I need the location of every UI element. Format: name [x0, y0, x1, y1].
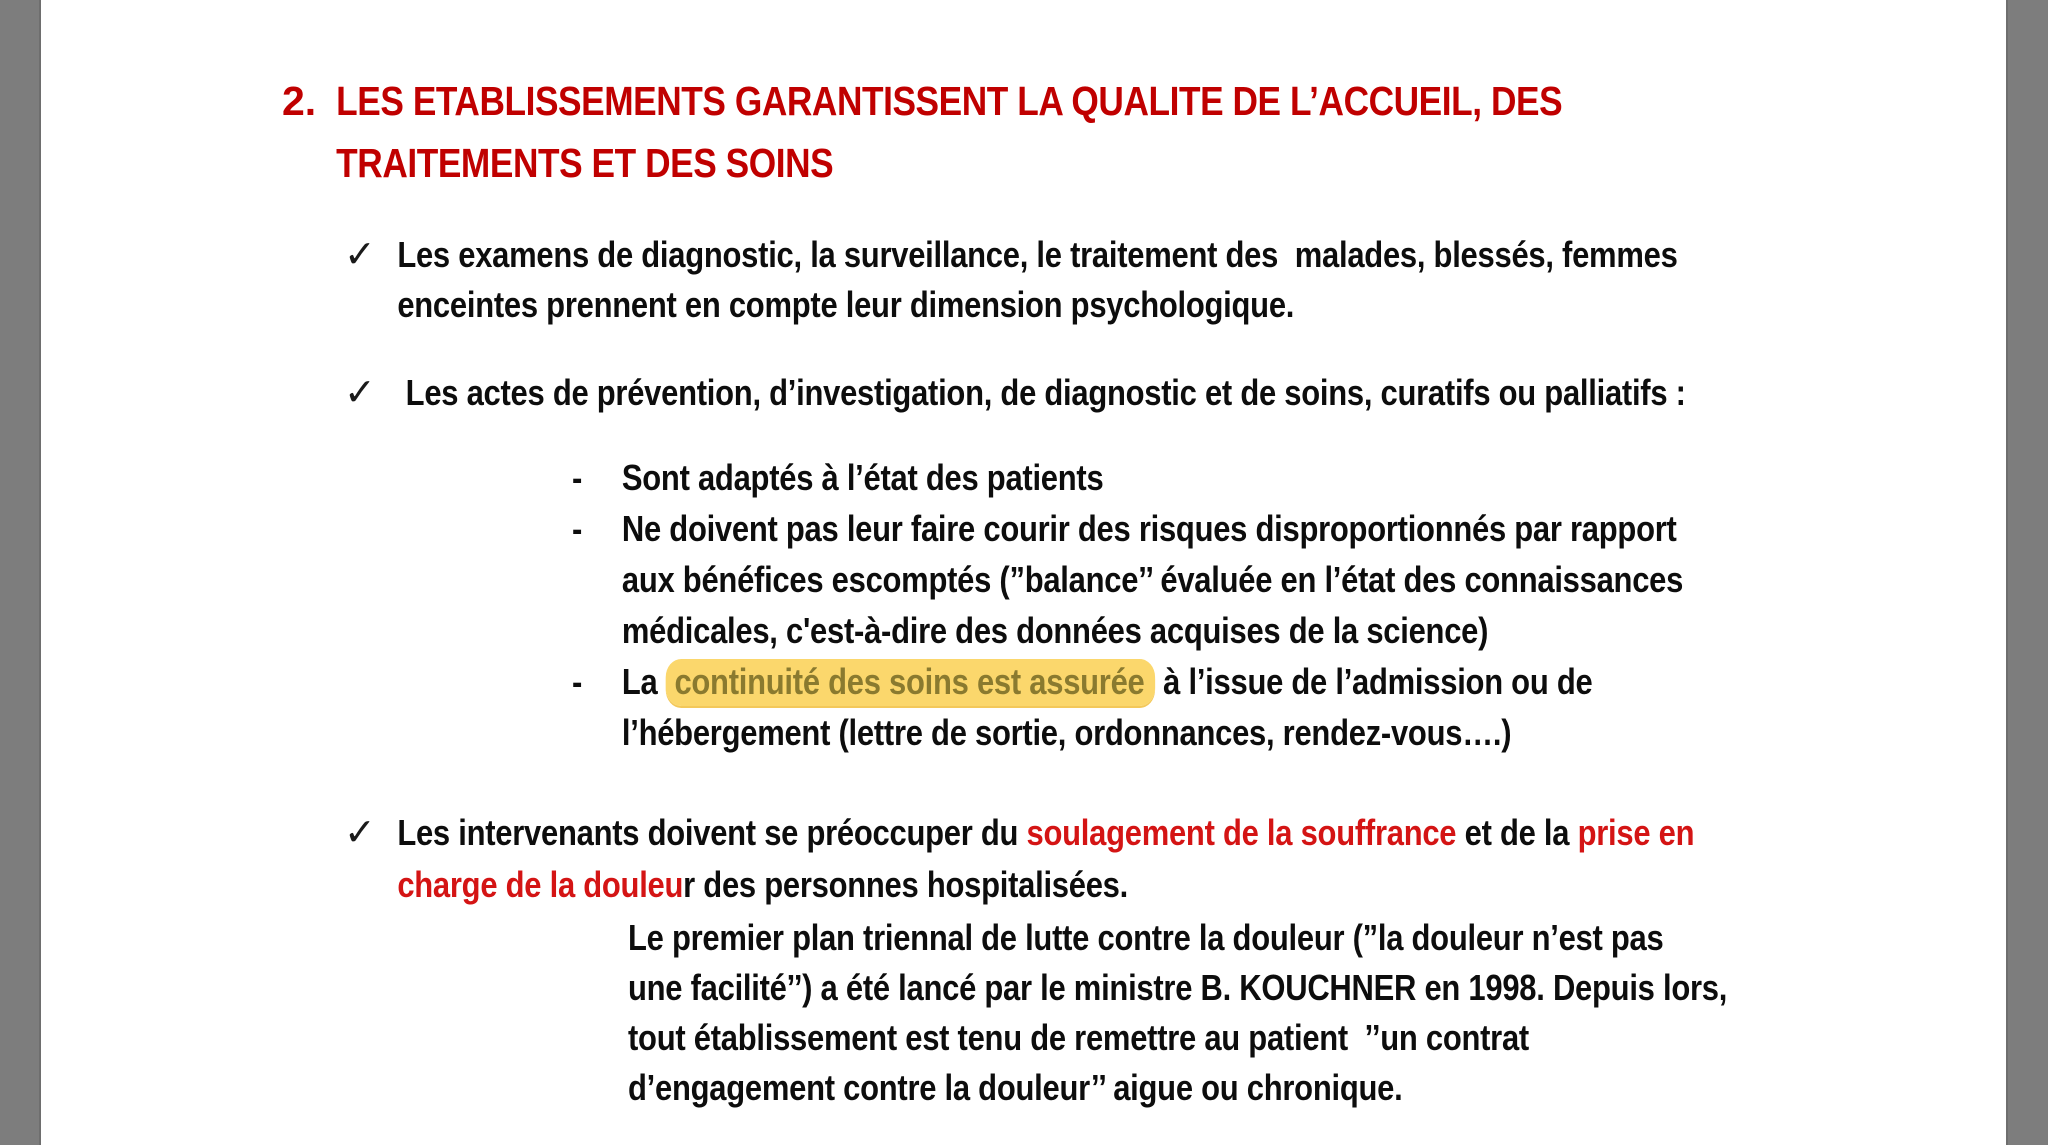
intervenants-text-2: et de la: [1456, 812, 1578, 853]
viewer-right-border: [2006, 0, 2048, 1145]
bullet-intervenants-line-2: [344, 859, 1694, 911]
heading-line-2: TRAITEMENTS ET DES SOINS: [336, 140, 834, 186]
sub-bullet-group: [572, 452, 1864, 758]
paragraph-line-2: une facilité’’) a été lancé par le ministre B. KOUCHNER en 1998. Depuis lors,: [628, 967, 1728, 1008]
highlighted-text: continuité des soins est assurée: [666, 659, 1155, 706]
bullet-examens: [344, 230, 1895, 330]
sub-bullet-adaptes: [572, 452, 1683, 503]
section-heading: [282, 70, 1771, 194]
paragraph-line-3: tout établissement est tenu de remettre au patient ’’un contrat: [628, 1017, 1529, 1058]
bullet-intervenants: [344, 807, 1914, 911]
bullet-intervenants-line-1: [344, 807, 1694, 859]
paragraph-line-4: d’engagement contre la douleur’’ aigue ou chronique.: [628, 1067, 1403, 1108]
bullet-actes: [344, 368, 1904, 418]
checkmark-icon: ✓: [344, 234, 376, 276]
bullet-examens-line-1: Les examens de diagnostic, la surveillance, le traitement des malades, blessés, femmes: [397, 234, 1678, 275]
red-text-soulagement: soulagement de la souffrance: [1026, 812, 1457, 853]
viewer-left-border: [0, 0, 41, 1145]
bullet-actes-line-1: Les actes de prévention, d’investigation, de diagnostic et de soins, curatifs ou palliatifs :: [397, 372, 1686, 413]
intervenants-text-1: Les intervenants doivent se préoccuper du: [397, 812, 1027, 853]
plan-douleur-paragraph: [628, 913, 1906, 1113]
sub-bullet-continuite-pre: La: [621, 661, 666, 702]
bullet-examens-line-2: enceintes prennent en compte leur dimension psychologique.: [397, 284, 1295, 325]
sub-bullet-continuite-line-1: [572, 656, 1683, 707]
paragraph-line-1: Le premier plan triennal de lutte contre la douleur (”la douleur n’est pas: [628, 917, 1664, 958]
section-number: 2.: [282, 78, 317, 124]
dash-bullet-icon: -: [572, 508, 583, 549]
heading-line-1: LES ETABLISSEMENTS GARANTISSENT LA QUALITE DE L’ACCUEIL, DES: [336, 78, 1563, 124]
sub-bullet-adaptes-text: Sont adaptés à l’état des patients: [621, 457, 1104, 498]
dash-bullet-icon: -: [572, 661, 583, 702]
sub-bullet-risques-text-1: Ne doivent pas leur faire courir des risques disproportionnés par rapport: [621, 508, 1677, 549]
sub-bullet-continuite-post: à l’issue de l’admission ou de: [1154, 661, 1593, 702]
red-text-prise-en: prise en: [1577, 812, 1695, 853]
red-text-charge-douleur: charge de la douleu: [397, 864, 684, 905]
sub-bullet-risques-line-1: [572, 503, 1683, 554]
intervenants-text-3: r des personnes hospitalisées.: [683, 864, 1128, 905]
dash-bullet-icon: -: [572, 457, 583, 498]
sub-bullet-risques-line-3: médicales, c'est-à-dire des données acquises de la science): [621, 610, 1489, 651]
sub-bullet-continuite-line-2: l’hébergement (lettre de sortie, ordonnances, rendez-vous….): [621, 712, 1512, 753]
checkmark-icon: ✓: [344, 372, 376, 414]
checkmark-icon: ✓: [344, 812, 376, 854]
sub-bullet-risques-line-2: aux bénéfices escomptés (”balance’’ évaluée en l’état des connaissances: [621, 559, 1684, 600]
